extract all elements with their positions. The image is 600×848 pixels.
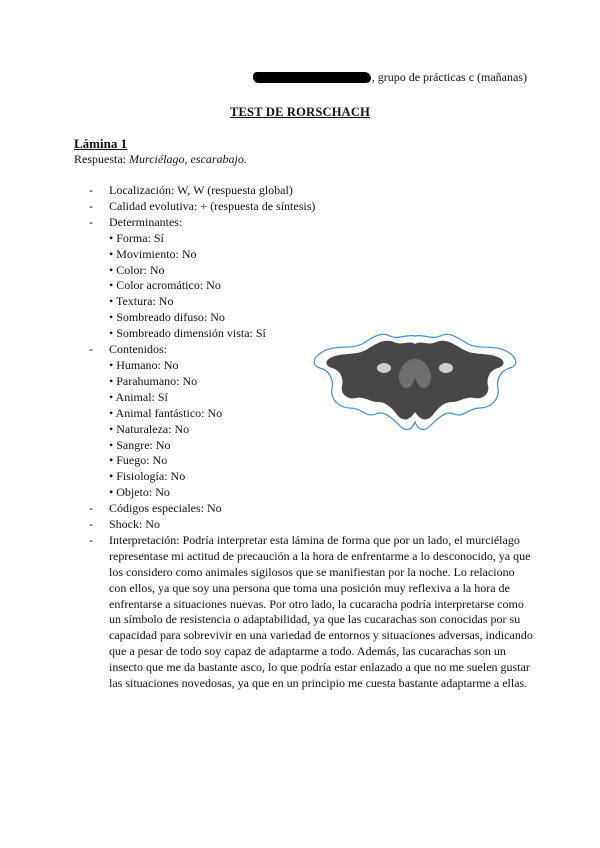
sublist-item: • Animal: Sí (109, 389, 168, 404)
list-item-calidad: - Calidad evolutiva: + (respuesta de síntesis) (89, 198, 316, 213)
sublist-item: • Textura: No (109, 294, 174, 309)
sublist-item: • Animal fantástico: No (109, 405, 223, 420)
sublist-item: • Color: No (109, 262, 165, 277)
interpretation-text: Interpretación: Podría interpretar esta lámina de forma que por un lado, el murciélago representase mi actitud de precaución a la hora de enfrentarme a lo desconocido, ya que los considero como animales sigilosos que se manifiestan por la noche. Lo relaciono con ellos, ya que soy una persona que toma una posición muy reflexiva a la hora de enfrentarse a situaciones nuevas. Por otro lado, la cucaracha podría interpretarse como un símbolo de resistencia o adaptabilidad, ya que las cucarachas son conocidas por su capacidad para sobrevivir en una variedad de entornos y situaciones adversas, indicando que a pesar de todo soy capaz de adaptarme a todo. Además, las cucarachas son un insecto que me da bastante asco, lo que podría estar enlazado a que no me suelen gustar las situaciones novedosas, ya que en un principio me cuesta bastante adaptarme a ellas. (109, 532, 533, 691)
sublist-item: • Movimiento: No (109, 246, 197, 261)
header-line (253, 70, 527, 85)
response-line (74, 152, 247, 167)
response-value: Murciélago, escarabajo. (129, 152, 247, 166)
scoring-list (74, 183, 534, 692)
sublist-item: • Sangre: No (109, 437, 171, 452)
list-item-interpretacion: - Interpretación: Podría interpretar esta lámina de forma que por un lado, el murciélago representase mi actitud de precaución a la hora de enfrentarme a lo desconocido, ya que los considero como animales sigilosos que se manifiestan por la noche. Lo relaciono con ellos, ya que soy una persona que toma una posición muy reflexiva a la hora de enfrentarse a situaciones nuevas. Por otro lado, la cucaracha podría interpretarse como un símbolo de resistencia o adaptabilidad, ya que las cucarachas son conocidas por su capacidad para sobrevivir en una variedad de entornos y situaciones adversas, indicando que a pesar de todo soy capaz de adaptarme a todo. Además, las cucarachas son un insecto que me da bastante asco, lo que podría estar enlazado a que no me suelen gustar las situaciones novedosas, ya que en un principio me cuesta bastante adaptarme a ellas. (89, 532, 533, 691)
list-item-contenidos: - Contenidos: (89, 342, 168, 357)
list-item-shock: - Shock: No (89, 517, 160, 532)
redacted-name (253, 72, 371, 83)
sublist-item: • Fisiología: No (109, 469, 186, 484)
lamina-heading: Lámina 1 (74, 136, 128, 151)
sublist-item: • Forma: Sí (109, 230, 164, 245)
sublist-item: • Color acromático: No (109, 278, 221, 293)
sublist-item: • Naturaleza: No (109, 421, 190, 436)
rorschach-inkblot-image (310, 322, 520, 432)
header-text: , grupo de prácticas c (mañanas) (371, 70, 527, 84)
sublist-item: • Sombreado dimensión vista: Sí (109, 326, 266, 341)
sublist-item: • Parahumano: No (109, 373, 198, 388)
inkblot-hollow-left (377, 363, 391, 373)
list-item-localizacion: - Localización: W, W (respuesta global) (89, 183, 293, 197)
response-label: Respuesta: (74, 152, 129, 166)
sublist-item: • Objeto: No (109, 485, 170, 500)
list-item-determinantes: - Determinantes: (89, 214, 183, 229)
sublist-item: • Humano: No (109, 357, 179, 372)
list-item-codigos: - Códigos especiales: No (89, 501, 222, 516)
sublist-item: • Sombreado difuso: No (109, 310, 225, 325)
inkblot-hollow-right (439, 363, 453, 373)
sublist-item: • Fuego: No (109, 453, 168, 468)
document-title: TEST DE RORSCHACH (229, 105, 370, 119)
